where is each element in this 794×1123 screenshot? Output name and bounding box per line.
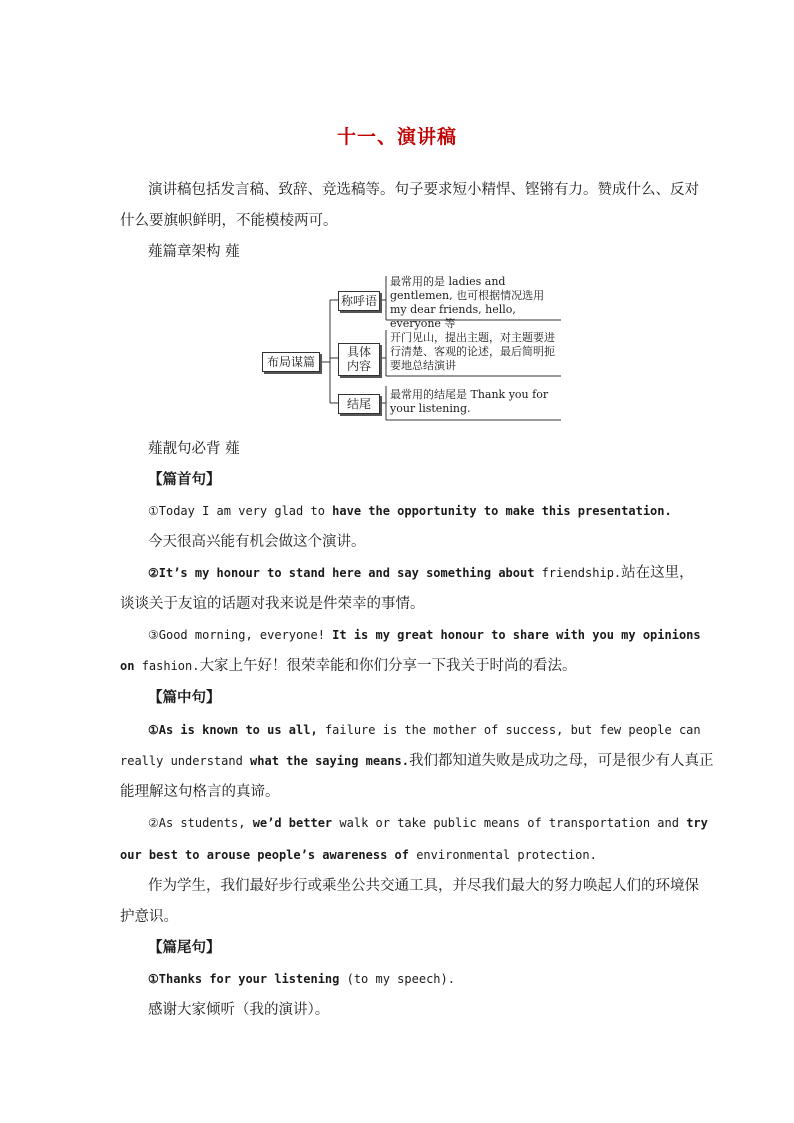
diagram-root-box: 布局谋篇 [262,352,320,372]
sentence-1 [148,501,708,521]
sentence-6-part-a: ①Thanks for your listening [148,972,340,986]
sentence-5-line2-part-a: our best to arouse people’s awareness of [120,848,409,862]
sentence-4-line2-part-cn: 我们都知道失败是成功之母，可是很少有人真正 [409,753,714,769]
sentence-4-line2-part-a: really understand [120,754,251,768]
sentence-2-part-a: ②It’s my honour to stand here and say something about [148,566,542,580]
sentence-2-part-b: friendship. [541,566,622,580]
intro-line-2: 什么要旗帜鲜明，不能模棱两可。 [120,213,338,229]
sentence-5-part-c: walk or take public means of transportation and [332,816,687,830]
sentence-1-translation: 今天很高兴能有机会做这个演讲。 [148,534,366,550]
page-title: 十一、演讲稿 [336,126,457,148]
sentence-5 [148,813,708,833]
sentence-6-translation: 感谢大家倾听（我的演讲）。 [148,1002,330,1018]
sentence-6 [148,969,708,989]
sentence-5-part-b: we’d better [252,816,333,830]
sentence-3-part-a: ③Good morning, everyone! [148,628,333,642]
sentence-3-line2-part-cn: 大家上午好！很荣幸能和你们分享一下我关于时尚的看法。 [199,658,577,674]
diagram-branch-content-line2: 内容 [346,359,371,373]
sentence-5-part-d: try [686,816,708,830]
diagram-branch-content-line1: 具体 [346,345,371,359]
sentence-5-line-2 [120,845,680,865]
sentence-3-line2-part-a: on [120,659,142,673]
sentence-5-line2-part-b: environmental protection. [408,848,597,862]
sentence-3-line-2 [120,656,680,676]
sentence-5-translation-1: 作为学生，我们最好步行或乘坐公共交通工具，并尽我们最大的努力唤起人们的环境保 [148,878,699,894]
sentence-4-line-3: 能理解这句格言的真谛。 [120,784,280,800]
sentence-1-part-b: have the opportunity to make this presentation. [332,504,672,518]
section-heading-structure: 薤篇章架构 薤 [148,244,240,260]
subheading-middle: 【篇中句】 [148,690,221,706]
diagram-desc-content: 开门见山，提出主题，对主题要进行清楚、客观的论述，最后简明扼要地总结演讲 [390,331,555,372]
sentence-4-line2-part-b: what the saying means. [250,754,409,768]
sentence-2 [148,563,708,583]
diagram-branch-ending: 结尾 [338,394,380,414]
sentence-5-part-a: ②As students, [148,816,253,830]
diagram-branch-greeting: 称呼语 [338,291,380,311]
section-heading-sentences: 薤靓句必背 薤 [148,441,240,457]
sentence-1-part-a: ①Today I am very glad to [148,504,333,518]
subheading-opening: 【篇首句】 [148,472,221,488]
subheading-ending: 【篇尾句】 [148,940,221,956]
sentence-4-part-a: ①As is known to us all, [148,723,325,737]
sentence-4-part-b: failure is the mother of success, but few people can [324,723,701,737]
sentence-2-translation: 谈谈关于友谊的话题对我来说是件荣幸的事情。 [120,596,425,612]
structure-diagram [258,270,568,425]
diagram-desc-greeting: 最常用的是 ladies and gentlemen, 也可根据情况选用 my dear friends, hello, everyone 等 [390,275,545,330]
sentence-4-line-2 [120,751,714,771]
sentence-3 [148,625,708,645]
intro-line-1: 演讲稿包括发言稿、致辞、竞选稿等。句子要求短小精悍、铿锵有力。赞成什么、反对 [148,182,699,198]
diagram-desc-ending: 最常用的结尾是 Thank you for your listening. [390,388,549,415]
sentence-2-part-cn: 站在这里， [621,565,694,581]
sentence-4 [148,720,708,740]
sentence-5-translation-2: 护意识。 [120,909,178,925]
diagram-branch-content [338,343,380,376]
sentence-6-part-b: (to my speech). [339,972,455,986]
sentence-3-part-b: It is my great honour to share with you my opinions [332,628,701,642]
sentence-3-line2-part-b: fashion. [141,659,200,673]
